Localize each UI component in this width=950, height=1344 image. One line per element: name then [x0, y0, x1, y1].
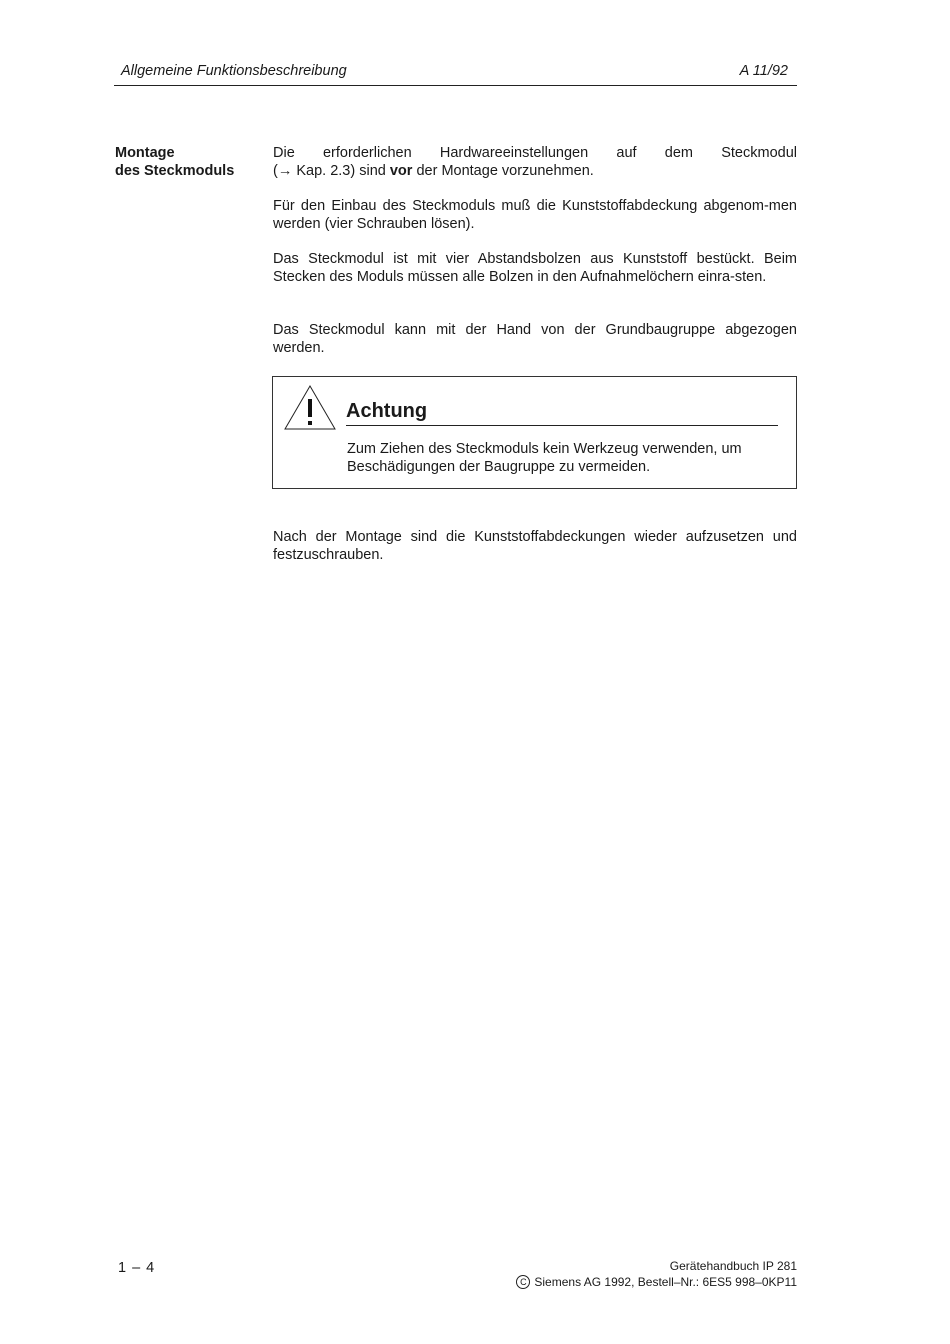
paragraph-3-text: Das Steckmodul ist mit vier Abstandsbolzen aus Kunststoff bestückt. Beim Stecken des Moduls müssen alle Bolzen in den Aufnahmelöchern einra-sten.	[273, 251, 797, 285]
paragraph-1-text-a: (→ Kap. 2.3) sind	[273, 163, 390, 179]
page-header	[114, 62, 797, 86]
paragraph-1-line2	[273, 162, 797, 180]
paragraph-2-text: Für den Einbau des Steckmoduls muß die Kunststoffabdeckung abgenom-men werden (vier Schrauben lösen).	[273, 198, 797, 232]
warning-text: Zum Ziehen des Steckmoduls kein Werkzeug verwenden, um Beschädigungen der Baugruppe zu vermeiden.	[347, 441, 742, 475]
paragraph-5	[273, 528, 797, 564]
paragraph-1-emphasis: vor	[389, 163, 413, 179]
copyright-icon: C	[516, 1275, 530, 1289]
paragraph-1-text-b: der Montage vorzunehmen.	[412, 163, 594, 179]
section-heading-line2: des Steckmoduls	[115, 163, 235, 179]
paragraph-4-text: Das Steckmodul kann mit der Hand von der Grundbaugruppe abgezogen werden.	[273, 322, 797, 356]
paragraph-2	[273, 197, 797, 233]
page-number: 1 – 4	[118, 1260, 156, 1276]
paragraph-5-text: Nach der Montage sind die Kunststoffabdeckungen wieder aufzusetzen und festzuschrauben.	[273, 529, 797, 563]
warning-triangle-icon	[283, 384, 337, 431]
footer-manual-title: Gerätehandbuch IP 281	[669, 1259, 797, 1273]
warning-title: Achtung	[346, 398, 778, 426]
paragraph-1	[273, 144, 797, 180]
header-edition: A 11/92	[739, 63, 788, 79]
header-chapter-title: Allgemeine Funktionsbeschreibung	[121, 63, 347, 79]
footer-copyright-line	[516, 1274, 797, 1290]
paragraph-1-line1: Die erforderlichen Hardwareeinstellungen auf dem Steckmodul	[273, 145, 797, 161]
page-footer	[516, 1258, 797, 1290]
section-heading	[115, 144, 234, 180]
paragraph-4	[273, 321, 797, 357]
warning-box	[272, 376, 797, 489]
footer-copyright: Siemens AG 1992, Bestell–Nr.: 6ES5 998–0KP11	[534, 1275, 797, 1289]
paragraph-3	[273, 250, 797, 286]
section-heading-line1: Montage	[115, 145, 175, 161]
